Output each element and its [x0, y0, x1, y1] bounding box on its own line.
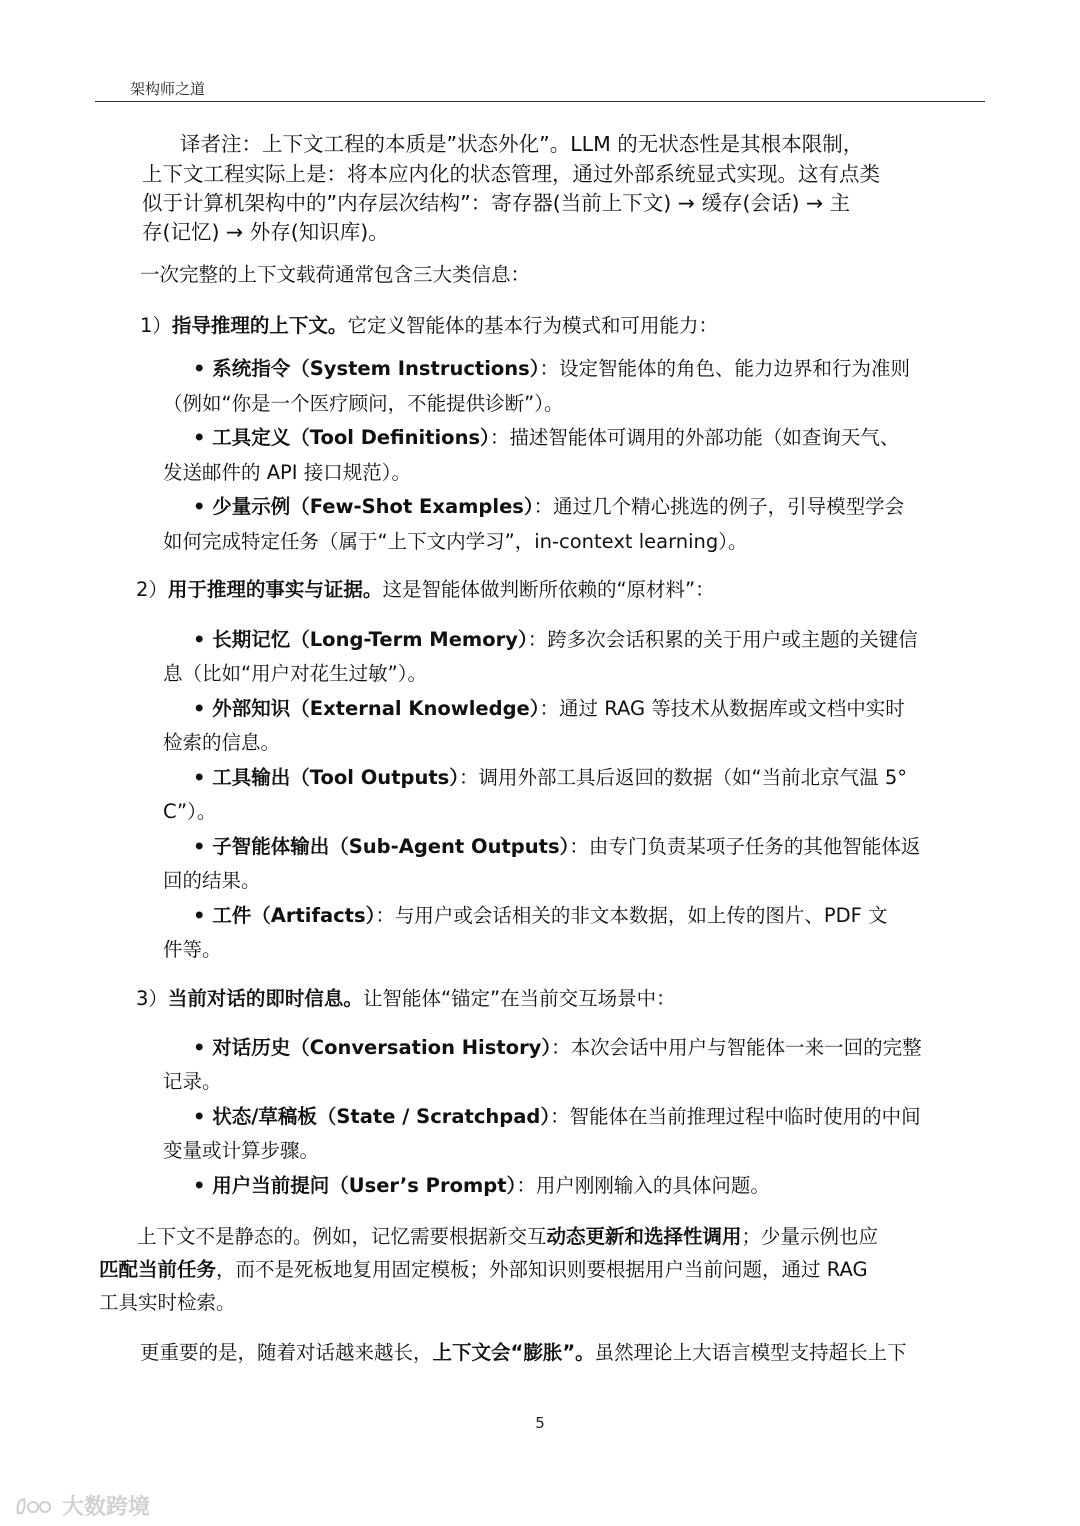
section-3-heading [136, 983, 676, 1015]
item-desc: ：设定智能体的角色、能力边界和行为准则 [539, 357, 911, 380]
item-desc: ：用户刚刚输入的具体问题。 [516, 1174, 770, 1197]
list-item [193, 1101, 921, 1133]
item-term: • 长期记忆（Long-Term Memory） [193, 628, 528, 651]
closing-line-2 [99, 1254, 868, 1286]
item-desc: ：智能体在当前推理过程中临时使用的中间 [550, 1105, 921, 1128]
list-item-continuation: 件等。 [163, 938, 222, 961]
item-term: • 工件（Artifacts） [193, 904, 376, 927]
item-term: • 少量示例（Few-Shot Examples） [193, 495, 534, 518]
list-item-continuation: 记录。 [163, 1070, 222, 1093]
item-term: • 子智能体输出（Sub-Agent Outputs） [193, 835, 570, 858]
item-term: • 系统指令（System Instructions） [193, 357, 540, 380]
text-run: ，而不是死板地复用固定模板；外部知识则要根据用户当前问题，通过 RAG [216, 1258, 868, 1281]
list-item-continuation: 检索的信息。 [163, 731, 281, 754]
item-term: • 状态/草稿板（State / Scratchpad） [193, 1105, 551, 1128]
list-item [193, 762, 907, 794]
closing-line-1 [137, 1221, 878, 1253]
list-item [193, 624, 918, 656]
running-header: 架构师之道 [130, 80, 206, 98]
list-item-continuation: 变量或计算步骤。 [163, 1139, 320, 1162]
item-term: • 工具定义（Tool Definitions） [193, 426, 490, 449]
item-desc: ：调用外部工具后返回的数据（如“当前北京气温 5° [459, 766, 907, 789]
watermark-logo-icon [14, 1493, 56, 1519]
list-item-continuation: 发送邮件的 API 接口规范）。 [163, 461, 411, 484]
closing-line-3: 工具实时检索。 [99, 1291, 236, 1314]
page-number: 5 [535, 1414, 545, 1432]
list-item [193, 693, 905, 725]
note-line-2: 上下文工程实际上是：将本应内化的状态管理，通过外部系统显式实现。这有点类 [142, 162, 880, 186]
item-term: • 工具输出（Tool Outputs） [193, 766, 460, 789]
item-term: • 对话历史（Conversation History） [193, 1036, 552, 1059]
watermark [14, 1490, 150, 1521]
emphasis: 上下文会“膨胀”。 [432, 1341, 595, 1364]
text-run: 更重要的是，随着对话越来越长， [140, 1341, 433, 1364]
intro-paragraph: 一次完整的上下文载荷通常包含三大类信息： [140, 263, 531, 286]
item-desc: ：通过几个精心挑选的例子，引导模型学会 [533, 495, 905, 518]
section-title: 指导推理的上下文。 [171, 314, 348, 337]
list-item-continuation: 如何完成特定任务（属于“上下文内学习”，in-context learning）。 [163, 530, 748, 553]
item-desc: ：与用户或会话相关的非文本数据，如上传的图片、PDF 文 [375, 904, 888, 927]
section-number: 3） [136, 987, 168, 1010]
text-run: 虽然理论上大语言模型支持超长上下 [594, 1341, 907, 1364]
list-item [193, 353, 910, 385]
item-desc: ：通过 RAG 等技术从数据库或文档中实时 [539, 697, 905, 720]
note-line-3: 似于计算机架构中的”内存层次结构”：寄存器(当前上下文) → 缓存(会话) → 主 [142, 191, 851, 215]
emphasis: 动态更新和选择性调用 [546, 1225, 742, 1248]
emphasis: 匹配当前任务 [99, 1258, 217, 1281]
list-item [193, 900, 888, 932]
section-number: 1） [140, 314, 172, 337]
watermark-text: 大数跨境 [62, 1495, 151, 1520]
list-item [193, 1032, 922, 1064]
list-item [193, 422, 899, 454]
section-description: 这是智能体做判断所依赖的“原材料”： [382, 578, 715, 601]
list-item-continuation: （例如“你是一个医疗顾问，不能提供诊断”）。 [163, 392, 564, 415]
text-run: 上下文不是静态的。例如，记忆需要根据新交互 [137, 1225, 547, 1248]
note-line-4: 存(记忆) → 外存(知识库)。 [142, 220, 389, 244]
item-term: • 外部知识（External Knowledge） [193, 697, 540, 720]
final-paragraph [140, 1337, 907, 1369]
list-item-continuation: C”）。 [163, 800, 217, 823]
item-desc: ：描述智能体可调用的外部功能（如查询天气、 [489, 426, 900, 449]
text-run: ；少量示例也应 [741, 1225, 879, 1248]
section-number: 2） [136, 578, 168, 601]
item-term: • 用户当前提问（User’s Prompt） [193, 1174, 517, 1197]
section-title: 当前对话的即时信息。 [167, 987, 363, 1010]
section-title: 用于推理的事实与证据。 [167, 578, 383, 601]
note-line-1: 译者注：上下文工程的本质是”状态外化”。LLM 的无状态性是其根本限制， [180, 132, 864, 156]
header-divider [95, 101, 985, 102]
section-2-heading [136, 574, 715, 606]
list-item [193, 1170, 770, 1202]
item-desc: ：由专门负责某项子任务的其他智能体返 [569, 835, 921, 858]
section-description: 它定义智能体的基本行为模式和可用能力： [347, 314, 718, 337]
section-1-heading [140, 310, 718, 342]
item-desc: ：本次会话中用户与智能体一来一回的完整 [551, 1036, 922, 1059]
list-item-continuation: 息（比如“用户对花生过敏”）。 [163, 662, 427, 685]
list-item [193, 831, 920, 863]
section-description: 让智能体“锚定”在当前交互场景中： [362, 987, 676, 1010]
list-item-continuation: 回的结果。 [163, 869, 261, 892]
item-desc: ：跨多次会话积累的关于用户或主题的关键信 [527, 628, 918, 651]
list-item [193, 491, 904, 523]
